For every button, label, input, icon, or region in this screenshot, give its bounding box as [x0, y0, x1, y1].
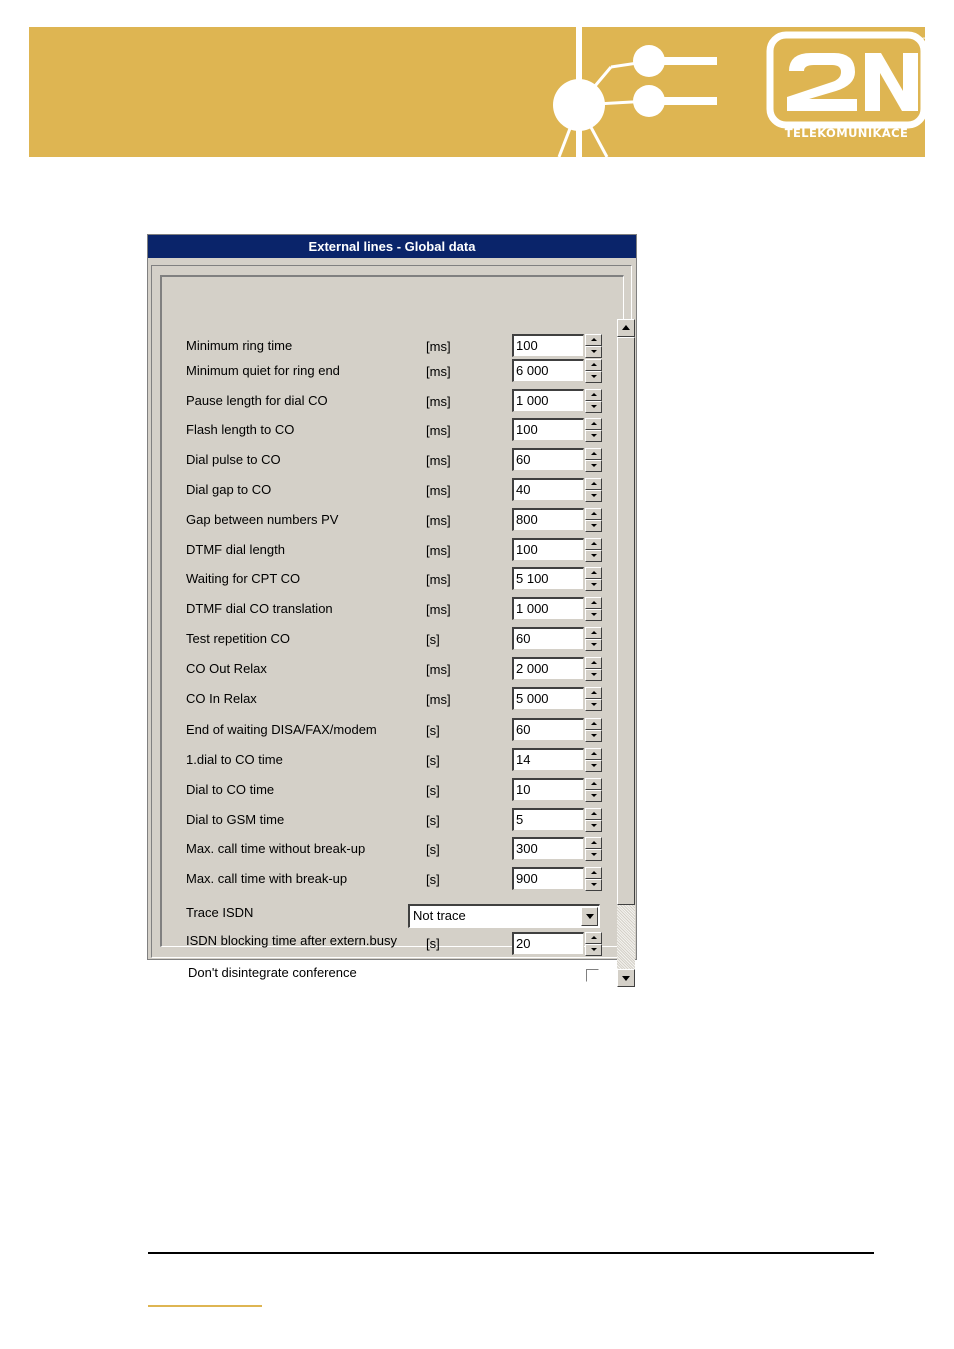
- setting-input-minimum-ring-time[interactable]: 100: [512, 334, 584, 357]
- spin-down-icon[interactable]: [585, 579, 602, 591]
- setting-input-dtmf-dial-co-translation[interactable]: 1 000: [512, 597, 584, 620]
- spin-down-icon[interactable]: [585, 699, 602, 711]
- spin-up-icon[interactable]: [585, 538, 602, 550]
- setting-spinner[interactable]: [585, 718, 602, 742]
- conference-label: Don't disintegrate conference: [188, 965, 357, 980]
- isdn-blocking-input[interactable]: 20: [512, 932, 584, 955]
- settings-panel: [160, 275, 624, 980]
- setting-label-minimum-ring-time: Minimum ring time: [186, 338, 293, 353]
- global-data-dialog: [147, 234, 637, 980]
- setting-unit: [ms]: [426, 572, 451, 587]
- setting-input-test-repetition-co[interactable]: 60: [512, 627, 584, 650]
- spin-down-icon[interactable]: [585, 849, 602, 861]
- isdn-blocking-label: ISDN blocking time after extern.busy: [186, 933, 397, 948]
- setting-spinner[interactable]: [585, 389, 602, 413]
- setting-unit: [s]: [426, 723, 440, 738]
- setting-spinner[interactable]: [585, 657, 602, 681]
- spin-up-icon[interactable]: [585, 657, 602, 669]
- setting-input-dial-to-co-time[interactable]: 10: [512, 778, 584, 801]
- setting-input-pause-length-for-dial-co[interactable]: 1 000: [512, 389, 584, 412]
- setting-unit: [ms]: [426, 692, 451, 707]
- setting-spinner[interactable]: [585, 418, 602, 442]
- setting-unit: [s]: [426, 632, 440, 647]
- setting-label-flash-length-to-co: Flash length to CO: [186, 422, 295, 437]
- setting-label-max-call-time-without-break-up: Max. call time without break-up: [186, 841, 366, 856]
- setting-label-max-call-time-with-break-up: Max. call time with break-up: [186, 871, 348, 886]
- setting-input-max-call-time-with-break-up[interactable]: 900: [512, 867, 584, 890]
- setting-unit: [ms]: [426, 483, 451, 498]
- setting-label-waiting-for-cpt-co: Waiting for CPT CO: [186, 571, 301, 586]
- setting-input-dial-gap-to-co[interactable]: 40: [512, 478, 584, 501]
- spin-up-icon[interactable]: [585, 389, 602, 401]
- setting-label-dial-to-gsm-time: Dial to GSM time: [186, 812, 285, 827]
- setting-spinner[interactable]: [585, 334, 602, 358]
- setting-label-dtmf-dial-co-translation: DTMF dial CO translation: [186, 601, 333, 616]
- setting-unit: [s]: [426, 872, 440, 887]
- spin-up-icon[interactable]: [585, 778, 602, 790]
- setting-spinner[interactable]: [585, 508, 602, 532]
- setting-spinner[interactable]: [585, 478, 602, 502]
- conference-checkbox[interactable]: [586, 969, 599, 982]
- setting-input-gap-between-numbers-pv[interactable]: 800: [512, 508, 584, 531]
- setting-unit: [ms]: [426, 339, 451, 354]
- scroll-thumb[interactable]: [617, 337, 635, 905]
- setting-unit: [ms]: [426, 602, 451, 617]
- setting-spinner[interactable]: [585, 867, 602, 891]
- spin-up-icon[interactable]: [585, 748, 602, 760]
- spin-down-icon[interactable]: [585, 430, 602, 442]
- spin-down-icon[interactable]: [585, 760, 602, 772]
- setting-input-waiting-for-cpt-co[interactable]: 5 100: [512, 567, 584, 590]
- spin-up-icon[interactable]: [585, 932, 602, 944]
- setting-spinner[interactable]: [585, 597, 602, 621]
- spin-up-icon[interactable]: [585, 478, 602, 490]
- setting-spinner[interactable]: [585, 538, 602, 562]
- spin-up-icon[interactable]: [585, 334, 602, 346]
- setting-label-co-in-relax: CO In Relax: [186, 691, 257, 706]
- isdn-blocking-unit: [s]: [426, 936, 440, 951]
- setting-input-minimum-quiet-for-ring-end[interactable]: 6 000: [512, 359, 584, 382]
- trace-isdn-label: Trace ISDN: [186, 905, 254, 920]
- vertical-scrollbar[interactable]: [617, 319, 635, 987]
- spin-down-icon[interactable]: [585, 730, 602, 742]
- setting-input-end-of-waiting-disa-fax-modem[interactable]: 60: [512, 718, 584, 741]
- spin-down-icon[interactable]: [585, 346, 602, 358]
- setting-spinner[interactable]: [585, 837, 602, 861]
- setting-unit: [ms]: [426, 662, 451, 677]
- setting-unit: [ms]: [426, 364, 451, 379]
- spin-down-icon[interactable]: [585, 669, 602, 681]
- trace-isdn-select[interactable]: [408, 904, 600, 928]
- setting-unit: [s]: [426, 842, 440, 857]
- 2n-logo-icon: [770, 35, 925, 125]
- setting-spinner[interactable]: [585, 359, 602, 383]
- spin-down-icon[interactable]: [585, 639, 602, 651]
- setting-label-end-of-waiting-disa-fax-modem: End of waiting DISA/FAX/modem: [186, 722, 377, 737]
- setting-label-gap-between-numbers-pv: Gap between numbers PV: [186, 512, 339, 527]
- spin-down-icon[interactable]: [585, 609, 602, 621]
- isdn-blocking-spinner[interactable]: [585, 932, 602, 956]
- setting-input-co-out-relax[interactable]: 2 000: [512, 657, 584, 680]
- setting-label-test-repetition-co: Test repetition CO: [186, 631, 291, 646]
- spin-down-icon[interactable]: [585, 520, 602, 532]
- setting-label-dial-gap-to-co: Dial gap to CO: [186, 482, 272, 497]
- spin-down-icon[interactable]: [585, 550, 602, 562]
- setting-input-1-dial-to-co-time[interactable]: 14: [512, 748, 584, 771]
- setting-input-flash-length-to-co[interactable]: 100: [512, 418, 584, 441]
- spin-down-icon[interactable]: [585, 401, 602, 413]
- brand-subtitle: TELEKOMUNIKACE: [784, 126, 909, 140]
- setting-unit: [s]: [426, 813, 440, 828]
- setting-label-dtmf-dial-length: DTMF dial length: [186, 542, 285, 557]
- setting-unit: [ms]: [426, 453, 451, 468]
- setting-unit: [ms]: [426, 394, 451, 409]
- setting-input-dial-pulse-to-co[interactable]: 60: [512, 448, 584, 471]
- setting-label-dial-to-co-time: Dial to CO time: [186, 782, 275, 797]
- chevron-down-icon[interactable]: [581, 907, 598, 926]
- spin-up-icon[interactable]: [585, 567, 602, 579]
- spin-down-icon[interactable]: [585, 490, 602, 502]
- trace-isdn-value: Not trace: [413, 908, 466, 923]
- setting-label-dial-pulse-to-co: Dial pulse to CO: [186, 452, 281, 467]
- footer-divider: [148, 1252, 874, 1254]
- spin-up-icon[interactable]: [585, 718, 602, 730]
- setting-spinner[interactable]: [585, 567, 602, 591]
- spin-down-icon[interactable]: [585, 460, 602, 472]
- spin-down-icon[interactable]: [585, 371, 602, 383]
- spin-down-icon[interactable]: [585, 790, 602, 802]
- setting-unit: [ms]: [426, 543, 451, 558]
- spin-up-icon[interactable]: [585, 837, 602, 849]
- spin-up-icon[interactable]: [585, 418, 602, 430]
- spin-up-icon[interactable]: [585, 808, 602, 820]
- scroll-up-icon[interactable]: [617, 319, 635, 337]
- setting-spinner[interactable]: [585, 778, 602, 802]
- spin-up-icon[interactable]: [585, 627, 602, 639]
- setting-label-co-out-relax: CO Out Relax: [186, 661, 267, 676]
- spin-down-icon[interactable]: [585, 879, 602, 891]
- setting-unit: [s]: [426, 753, 440, 768]
- setting-input-dtmf-dial-length[interactable]: 100: [512, 538, 584, 561]
- spin-up-icon[interactable]: [585, 359, 602, 371]
- spin-up-icon[interactable]: [585, 867, 602, 879]
- setting-unit: [s]: [426, 783, 440, 798]
- setting-spinner[interactable]: [585, 448, 602, 472]
- scroll-down-icon[interactable]: [617, 969, 635, 987]
- setting-input-max-call-time-without-break-up[interactable]: 300: [512, 837, 584, 860]
- setting-label-1-dial-to-co-time: 1.dial to CO time: [186, 752, 283, 767]
- spin-down-icon[interactable]: [585, 820, 602, 832]
- spin-up-icon[interactable]: [585, 508, 602, 520]
- dialog-title: External lines - Global data: [148, 235, 636, 258]
- setting-input-co-in-relax[interactable]: 5 000: [512, 687, 584, 710]
- setting-spinner[interactable]: [585, 808, 602, 832]
- setting-label-minimum-quiet-for-ring-end: Minimum quiet for ring end: [186, 363, 340, 378]
- setting-unit: [ms]: [426, 513, 451, 528]
- header-banner: [29, 27, 925, 157]
- setting-spinner[interactable]: [585, 627, 602, 651]
- spin-down-icon[interactable]: [585, 944, 602, 956]
- spin-up-icon[interactable]: [585, 687, 602, 699]
- setting-spinner[interactable]: [585, 748, 602, 772]
- spin-up-icon[interactable]: [585, 448, 602, 460]
- spin-up-icon[interactable]: [585, 597, 602, 609]
- setting-spinner[interactable]: [585, 687, 602, 711]
- setting-input-dial-to-gsm-time[interactable]: 5: [512, 808, 584, 831]
- setting-unit: [ms]: [426, 423, 451, 438]
- setting-label-pause-length-for-dial-co: Pause length for dial CO: [186, 393, 328, 408]
- footer-link-underline: [148, 1305, 262, 1307]
